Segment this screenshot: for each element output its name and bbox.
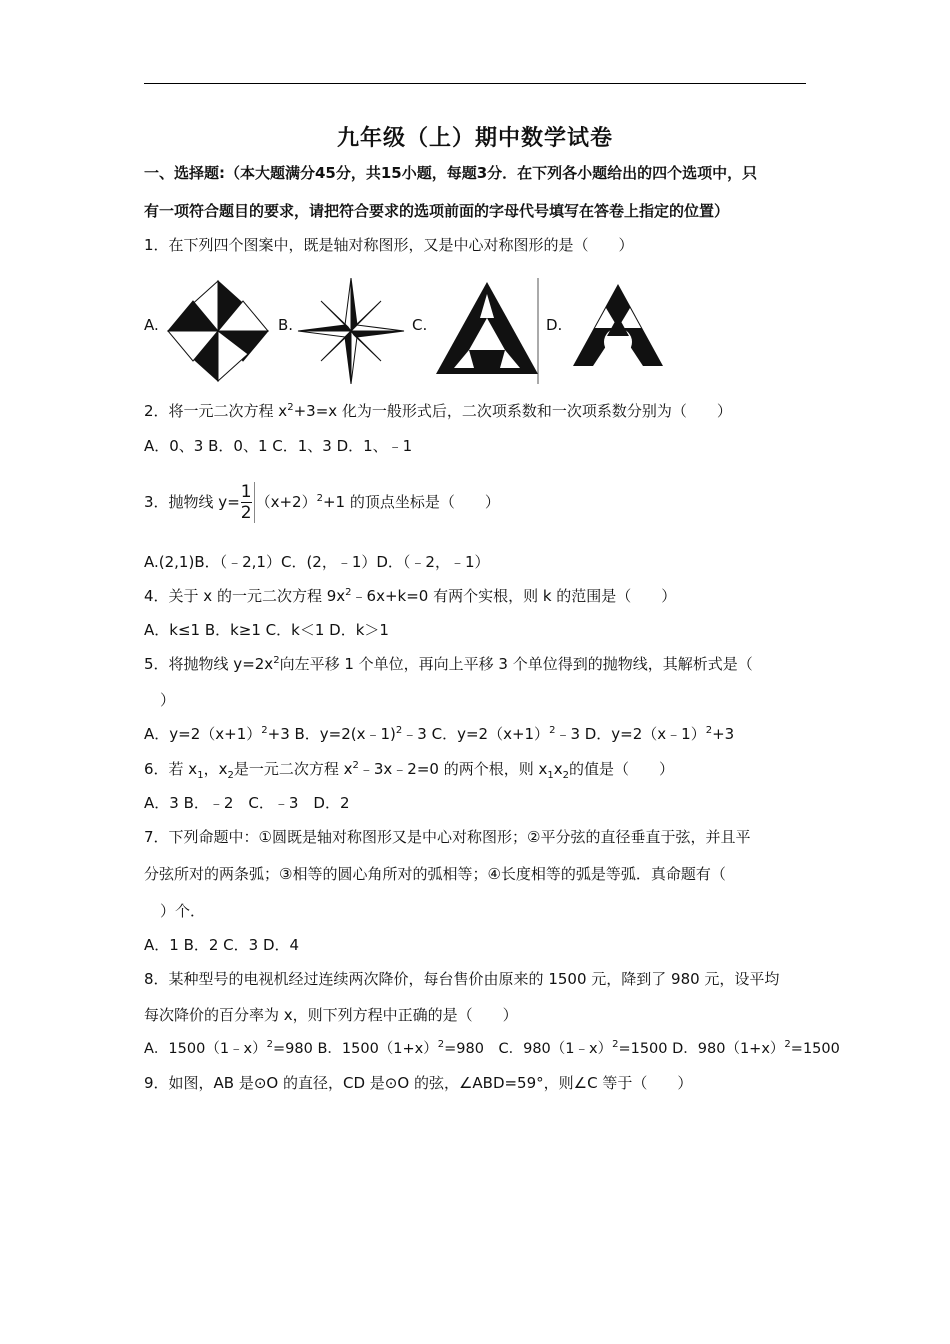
triforce-figure [563,278,673,384]
header-rule [144,83,806,84]
pinwheel-figure [163,278,273,384]
q7-line-3: ）个． [160,902,206,920]
q8-line-1: 8．某种型号的电视机经过连续两次降价，每台售价由原来的 1500 元，降到了 980 元，设平均 [144,970,780,988]
q5-stem: 5．将抛物线 $y=2x^2$向左平移 1 个单位，再向上平移 3 个单位得到的抛物线，其解析式是（ [144,655,753,673]
q8-options: A．1500（1﹣x）$^2$=980 B．$1500(1+x)^2=980$ C．980（1﹣x）$^2$=1500 D．$980(1+x)^2=1500$ [144,1039,840,1057]
q7-options: A．1 B．2 C．3 D．4 [144,936,300,954]
q3-options: A.(2,1)B．（﹣2,1）C．(2，﹣1）D．（﹣2，﹣1） [144,553,490,571]
page-title: 九年级（上）期中数学试卷 [336,126,613,151]
triangle-pattern-figure [432,278,542,384]
q3-fraction: $\frac{1}{2}$ [241,482,255,523]
q7-line-1: 7．下列命题中：①圆既是轴对称图形又是中心对称图形；②平分弦的直径垂直于弦，并且平 [144,828,751,846]
q2-stem: 2．将一元二次方程 $x^2+3=x$ 化为一般形式后，二次项系数和一次项系数分别为（ ） [144,402,732,420]
q3-stem: 3．抛物线 y= $\frac{1}{2}$ $(x+2)^2+1$ 的顶点坐标是（ ） [144,482,500,523]
q2-options: A．0、3 B．0、1 C．1、3 D．1、﹣1 [144,437,413,455]
q1-stem: 1．在下列四个图案中，既是轴对称图形，又是中心对称图形的是（ ） [144,236,634,254]
section-heading-line-2: 有一项符合题目的要求，请把符合要求的选项前面的字母代号填写在答卷上指定的位置） [144,202,730,220]
q1-label-d: D. [546,316,563,334]
q9-stem: 9．如图，AB 是⊙O 的直径，CD 是⊙O 的弦，∠ABD=59°，则∠C 等于（ ） [144,1074,693,1092]
q8-line-2: 每次降价的百分率为 x，则下列方程中正确的是（ ） [144,1006,518,1024]
q6-stem: 6．若 $x_1$，$x_2$是一元二次方程 $x^2﹣3x﹣2=0$ 的两个根，则 $x_1x_2$的值是（ ） [144,760,675,781]
compass-star-figure [296,278,406,384]
q4-stem: 4．关于 x 的一元二次方程 $9x^2﹣6x+k=0$ 有两个实根，则 k 的范围是（ ） [144,587,677,605]
q1-label-a: A. [144,316,159,334]
q1-label-b: B. [278,316,294,334]
q7-line-2: 分弦所对的两条弧；③相等的圆心角所对的弧相等；④长度相等的弧是等弧．真命题有（ [144,865,726,883]
q4-options: A．k≤1 B．k≥1 C．k＜1 D．k＞1 [144,621,389,639]
section-heading-line-1: 一、选择题:（本大题满分45分，共15小题，每题3分．在下列各小题给出的四个选项中，只 [144,164,758,182]
q6-options: A．3 B．﹣2 C．﹣3 D．2 [144,794,350,812]
q1-label-c: C. [412,316,428,334]
q5-stem-cont: ） [160,691,176,709]
q5-options: A．$y=2(x+1)^2+3$ B．y=2(x﹣1)$^2$﹣3 C．$y=2(x+1)^2﹣3$ D．y=2（x﹣1）$^2$+3 [144,725,735,743]
